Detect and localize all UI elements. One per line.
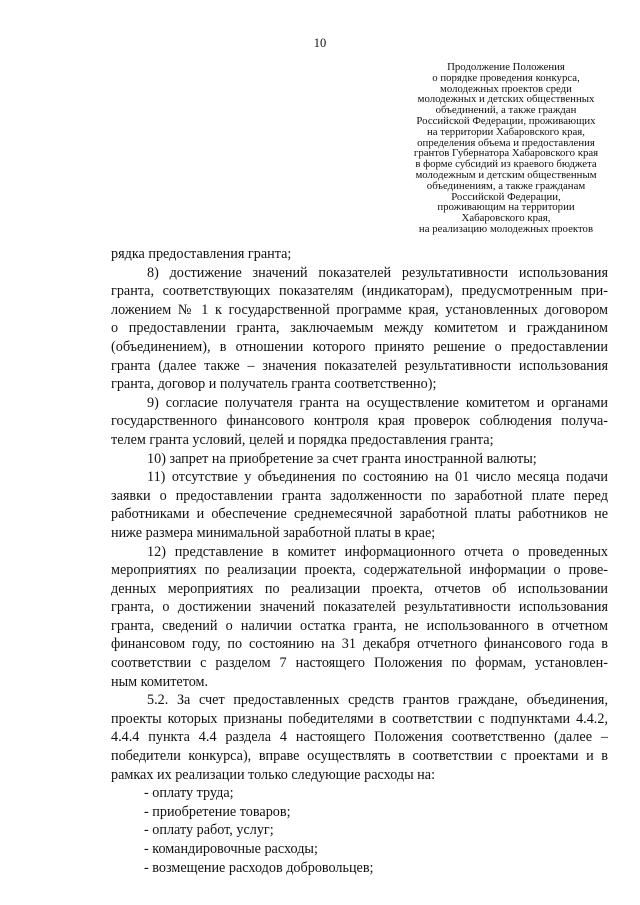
body-line: рядка предоставления гранта;	[111, 246, 292, 262]
list-item: - возмещение расходов добровольцев;	[144, 859, 374, 876]
body-line-item-8: 8) достижение значений показателей результативности использования	[147, 264, 608, 281]
body-line: гранта, сведений о наличии остатка гранта, не использованного в отчетном	[111, 617, 608, 634]
body-line: ложением № 1 к государственной программе края, установленных договором	[111, 301, 608, 318]
body-line-item-10: 10) запрет на приобретение за счет гранта иностранной валюты;	[147, 450, 537, 467]
header-note-line: молодежным и детским общественным	[415, 168, 597, 181]
body-line: соответствии с разделом 7 настоящего Положения по формам, установлен-	[111, 655, 608, 672]
header-note-line: Продолжение Положения	[447, 61, 565, 73]
header-note-line: Российской Федерации,	[451, 190, 561, 203]
body-line-item-9: 9) согласие получателя гранта на осуществление комитетом и органами	[147, 394, 608, 411]
body-line: гранта, о достижении значений показателей результативности использования	[111, 599, 608, 616]
body-line: заявки о предоставлении гранта задолженности по заработной плате перед	[111, 487, 608, 504]
header-note-line: объединений, а также граждан	[435, 104, 577, 117]
body-line: победители конкурса), вправе осуществлять в соответствии с проектами и в	[111, 748, 608, 765]
body-line-item-11: 11) отсутствие у объединения по состоянию на 01 число месяца подачи	[147, 469, 608, 486]
body-line: денных мероприятиях по реализации проекта, отчетов об использовании	[111, 580, 608, 597]
body-line: гранта (далее также – значения показателей результативности использования	[111, 357, 608, 374]
page-number: 10	[313, 36, 327, 50]
body-line: работниками и обеспечение среднемесячной заработной платы работников не	[111, 506, 608, 523]
body-line: 4.4.4 пункта 4.4 раздела 4 настоящего Положения соответственно (далее –	[111, 729, 608, 746]
body-line: рамках их реализации только следующие расходы на:	[111, 766, 436, 783]
header-note-line: определения объема и предоставления	[417, 136, 595, 149]
body-line: финансовом году, по состоянию на 31 декабря отчетного финансового года в	[111, 636, 608, 653]
body-line-section-5-2: 5.2. За счет предоставленных средств грантов граждане, объединения,	[147, 692, 608, 709]
body-line: гранта, договор и получатель гранта соответственно);	[111, 376, 437, 393]
header-note-line: о порядке проведения конкурса,	[432, 71, 580, 84]
list-item: - оплату труда;	[144, 785, 234, 802]
body-line: гранта, соответствующих показателям (индикаторам), предусмотренным при-	[111, 283, 608, 300]
body-line: ниже размера минимальной заработной платы в крае;	[111, 524, 436, 541]
header-note-line: в форме субсидий из краевого бюджета	[415, 158, 597, 171]
header-note-line: на территории Хабаровского края,	[427, 125, 585, 138]
header-note-line: молодежных проектов среди	[440, 82, 572, 95]
header-note-line: Хабаровского края,	[461, 212, 551, 225]
list-item: - командировочные расходы;	[144, 841, 318, 857]
list-item: - оплату работ, услуг;	[144, 822, 274, 839]
body-line: телем гранта условий, целей и порядка предоставления гранта;	[111, 431, 494, 448]
body-line: государственного финансового контроля края проверок соблюдения получа-	[111, 413, 608, 430]
body-line: проекты которых признаны победителями в соответствии с подпунктами 4.4.2,	[111, 710, 608, 727]
body-line: мероприятиях по реализации проекта, содержательной информации о прове-	[111, 562, 608, 579]
body-line: о предоставлении гранта, заключаемым между комитетом и гражданином	[111, 320, 608, 337]
header-note-line: грантов Губернатора Хабаровского края	[413, 147, 599, 160]
body-line-item-12: 12) представление в комитет информационного отчета о проведенных	[147, 543, 608, 560]
header-note-line: на реализацию молодежных проектов	[418, 222, 594, 235]
header-note-line: проживающим на территории	[437, 201, 575, 214]
header-note-line: объединениям, а также гражданам	[426, 179, 586, 192]
header-note	[388, 62, 624, 235]
header-note-line: молодежных и детских общественных	[417, 93, 595, 106]
body-line: ным комитетом.	[111, 673, 209, 690]
document-body	[111, 245, 608, 877]
list-item: - приобретение товаров;	[144, 803, 291, 820]
header-note-line: Российской Федерации, проживающих	[416, 114, 596, 127]
body-line: (объединением), в отношении которого принято решение о предоставлении	[111, 338, 608, 355]
